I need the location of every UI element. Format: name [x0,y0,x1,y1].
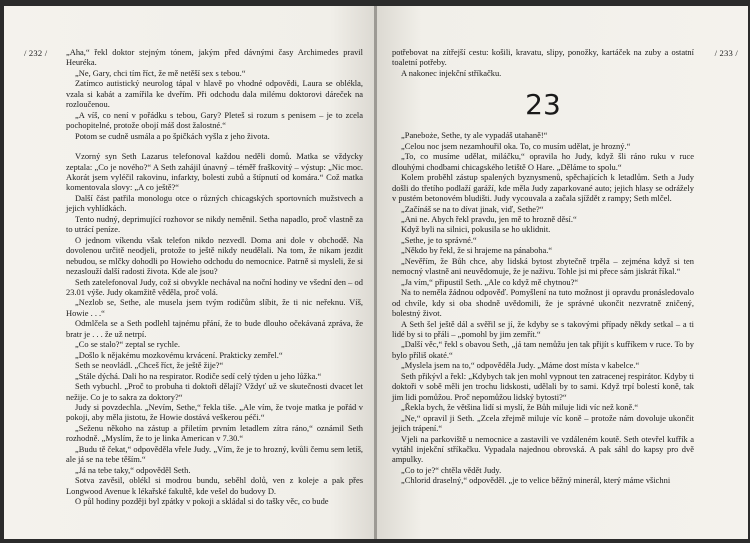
chapter-number: 23 [525,88,561,122]
paragraph: O půl hodiny později byl zpátky v pokoji a skládal si do tašky věc, co bude [75,496,329,507]
paragraph: „Aha,“ řekl doktor stejným tónem, jakým před dávnými časy Archimedes pravil Heuréka. [66,47,363,68]
paragraph: „Nezlob se, Sethe, ale musela jsem tvým rodičům slíbit, že ti nic neřeknu. Víš, Howie . . .“ [66,297,363,318]
paragraph: Další část patřila monologu otce o různých chicagských sportovních mužstvech a jejich vyhlídkách. [66,192,363,214]
left-page-text [66,47,363,506]
paragraph: „To, co musíme udělat, miláčku,“ opravila ho Judy, když šli ráno ruku v ruce dlouhými chodbami chicagského letiště O Hare. „Děláme to spolu.“ [392,151,694,172]
paragraph: „Chlorid draselný,“ odpověděl. „je to velice běžný minerál, který máme všichni [401,475,671,486]
paragraph: Na to neměla žádnou odpověď. Pomyšlení na tuto možnost ji opravdu pronásledovalo od chvíle, kdy si oba shodně uvědomili, že je správné ukončit nezvratně zničený, bolestný život. [392,287,694,319]
paragraph: Seth zatelefonoval Judy, což si obvykle nechával na noční hodiny ve všední den – od 23.01 výše. Judy okamžitě věděla, proč volá. [66,276,363,297]
paragraph: Seth vybuchl. „Proč to probuha ti doktoři dělají? Vždyť už ve skutečnosti dvacet let nežije. Co je to sakra za doktory?“ [66,381,363,402]
paragraph: A nakonec injekční stříkačku. [401,67,502,78]
paragraph: Zatímco autistický neurolog tápal v hlavě po vhodné odpovědi, Laura se oblékla, vzala si kabát a zamířila ke dveřím. Při odchodu dala milému doktorovi dáreček na rozloučenou. [66,78,363,110]
paragraph: „Začínáš se na to dívat jinak, viď, Sethe?“ [401,203,544,214]
paragraph: Odmlčela se a Seth podlehl tajnému přání, že to bude dlouho očekávaná zpráva, že bratr je . . . že už netrpí. [66,318,363,339]
paragraph: potřebovat na zítřejší cestu: košili, kravatu, slipy, ponožky, kartáček na zuby a ostatní toaletní potřeby. [392,47,694,68]
paragraph: „Ani ne. Abych řekl pravdu, jen mě to hrozně děsí.“ [401,213,577,224]
paragraph: Když byli na silnici, pokusila se ho uklidnit. [401,224,551,235]
left-page-number: / 232 / [24,48,48,58]
paragraph: „Řekla bych, že většina lidí si myslí, že Bůh miluje lidi víc než koně.“ [401,402,639,413]
paragraph: Vjeli na parkoviště u nemocnice a zastavili ve vzdáleném koutě. Seth otevřel kufřík a vytáhl injekční stříkačku. Vypadala najednou obrovská. A pak sáhl do kapsy pro dvě ampulky. [392,433,694,465]
paragraph: Kolem proběhl zástup spalených byznysmenů, spěchajících k letadlům. Seth a Judy došli do třetího podlaží garáží, kde měla Judy zaparkované auto; jejich hlasy se odrážely v pustém betonovém bludišti. Judy vycouvala a začala sjíždět z rampy; Seth mlčel. [392,172,694,204]
paragraph: „Další věc,“ řekl s obavou Seth, „já tam nemůžu jen tak přijít s kufříkem v ruce. To by bylo příliš okaté.“ [392,339,694,360]
paragraph: Sotva zavěsil, oblékl si modrou bundu, seběhl dolů, ven z koleje a pak přes Longwood Avenue k lékařské fakultě, kde vešel do budovy D. [66,475,363,496]
paragraph: „Nevěřím, že Bůh chce, aby lidská bytost zbytečně trpěla – zejména když si ten nemocný vlastně ani neuvědomuje, že je naživu. Tohle jsi mi přece sám jiskrát říkal.“ [392,255,694,277]
paragraph: Judy si povzdechla. „Nevím, Sethe,“ řekla tiše. „Ale vím, že tvoje matka je pořád v pokoji, aby měla jistotu, že Howie dostává veškerou péči.“ [66,401,363,423]
right-page-text-body [392,130,694,485]
left-page [4,6,375,539]
paragraph: A Seth šel ještě dál a svěřil se jí, že kdyby se s takovými případy někdy setkal – a ti lidé by si to přáli – „pomohl by jim zemřít.“ [392,318,694,339]
paragraph: „Co to je?“ chtěla vědět Judy. [401,464,502,475]
paragraph: „Seženu někoho na zástup a přiletím prvním letadlem zítra ráno,“ oznámil Seth rozhodně. „Myslím, že to je linka American v 7.30.“ [66,422,363,444]
paragraph: „Sethe, je to správné.“ [401,234,477,245]
paragraph: „Někdo by řekl, že si hrajeme na pánaboha.“ [401,245,553,256]
paragraph: Potom se cudně usmála a po špičkách vyšla z jeho života. [75,130,270,141]
book-spread [4,6,748,539]
paragraph: Vzorný syn Seth Lazarus telefonoval každou neděli domů. Matka se vždycky zeptala: „Co je nového?“ A Seth zahájil únavný – téměř fraškovitý – výstup: „Nic moc. Akorát jsem vyléčil rakovinu, infarkty, bolesti zubů a štípnutí od komára.“ Což matka komentovala slovy: „A co ještě?“ [66,151,363,193]
paragraph: Seth se neovládl. „Chceš říct, že ještě žije?“ [75,360,224,371]
paragraph: „Došlo k nějakému mozkovému krvácení. Prakticky zemřel.“ [75,349,283,360]
paragraph: „Co se stalo?“ zeptal se rychle. [75,339,180,350]
paragraph: „Já na tebe taky,“ odpověděl Seth. [75,464,191,475]
paragraph: O jednom víkendu však telefon nikdo nezvedl. Doma ani dole v obchodě. Na dovolenou určitě neodjeli, protože to ještě nikdy neudělali. Na tom, že nikam jezdit nebudou, se mlčky dohodli po Howieho odchodu do nemocnice. Patrně si mysleli, že si nezaslouží další radosti života. Kde ale jsou? [66,234,363,277]
paragraph: „Ne, Gary, chci tím říct, že mě netěší sex s tebou.“ [75,67,246,78]
paragraph: „Myslela jsem na to,“ odpověděla Judy. „Máme dost místa v kabelce.“ [401,360,640,371]
right-page-text-top [392,47,694,78]
paragraph: „A víš, co není v pořádku s tebou, Gary? Pleteš si rozum s penisem – je to zcela pochopitelné, protože obojí máš dost žalostné.“ [66,109,363,131]
right-page-text [392,47,694,486]
paragraph: „Paneboże, Sethe, ty ale vypadáš utahaně!“ [401,130,548,141]
paragraph: Tento nudný, deprimující rozhovor se nikdy neměnil. Setha napadlo, proč vlastně za to utrácí peníze. [66,213,363,235]
paragraph: Seth přikývl a řekl: „Kdybych tak jen mohl vypnout ten zatracenej respirátor. Kdyby ti doktoři v sobě měli jen trochu lidskosti, udělali by to sami. Když trpí bolestí koně, tak jim lidi pomůžou. Proč nepomůžou lidský bytosti?“ [392,370,694,402]
paragraph: „Budu tě čekat,“ odpověděla vřele Judy. „Vím, že je to hrozný, kvůli čemu sem letíš, ale já se na tebe těším.“ [66,443,363,465]
paragraph: „Ne,“ opravil ji Seth. „Zcela zřejmě miluje víc koně – protože nám dovoluje ukončit jejich trápení.“ [392,412,694,434]
right-page [377,6,748,539]
paragraph: „Celou noc jsem nezamhouřil oka. To, co musím udělat, je hrozný.“ [401,140,631,151]
paragraph: „Stále dýchá. Dali ho na respirator. Rodiče sedí celý týden u jeho lůžka.“ [75,370,322,381]
paragraph: „Ja vím,“ připustil Seth. „Ale co když mě chytnou?“ [401,276,579,287]
right-page-number: / 233 / [714,48,738,58]
